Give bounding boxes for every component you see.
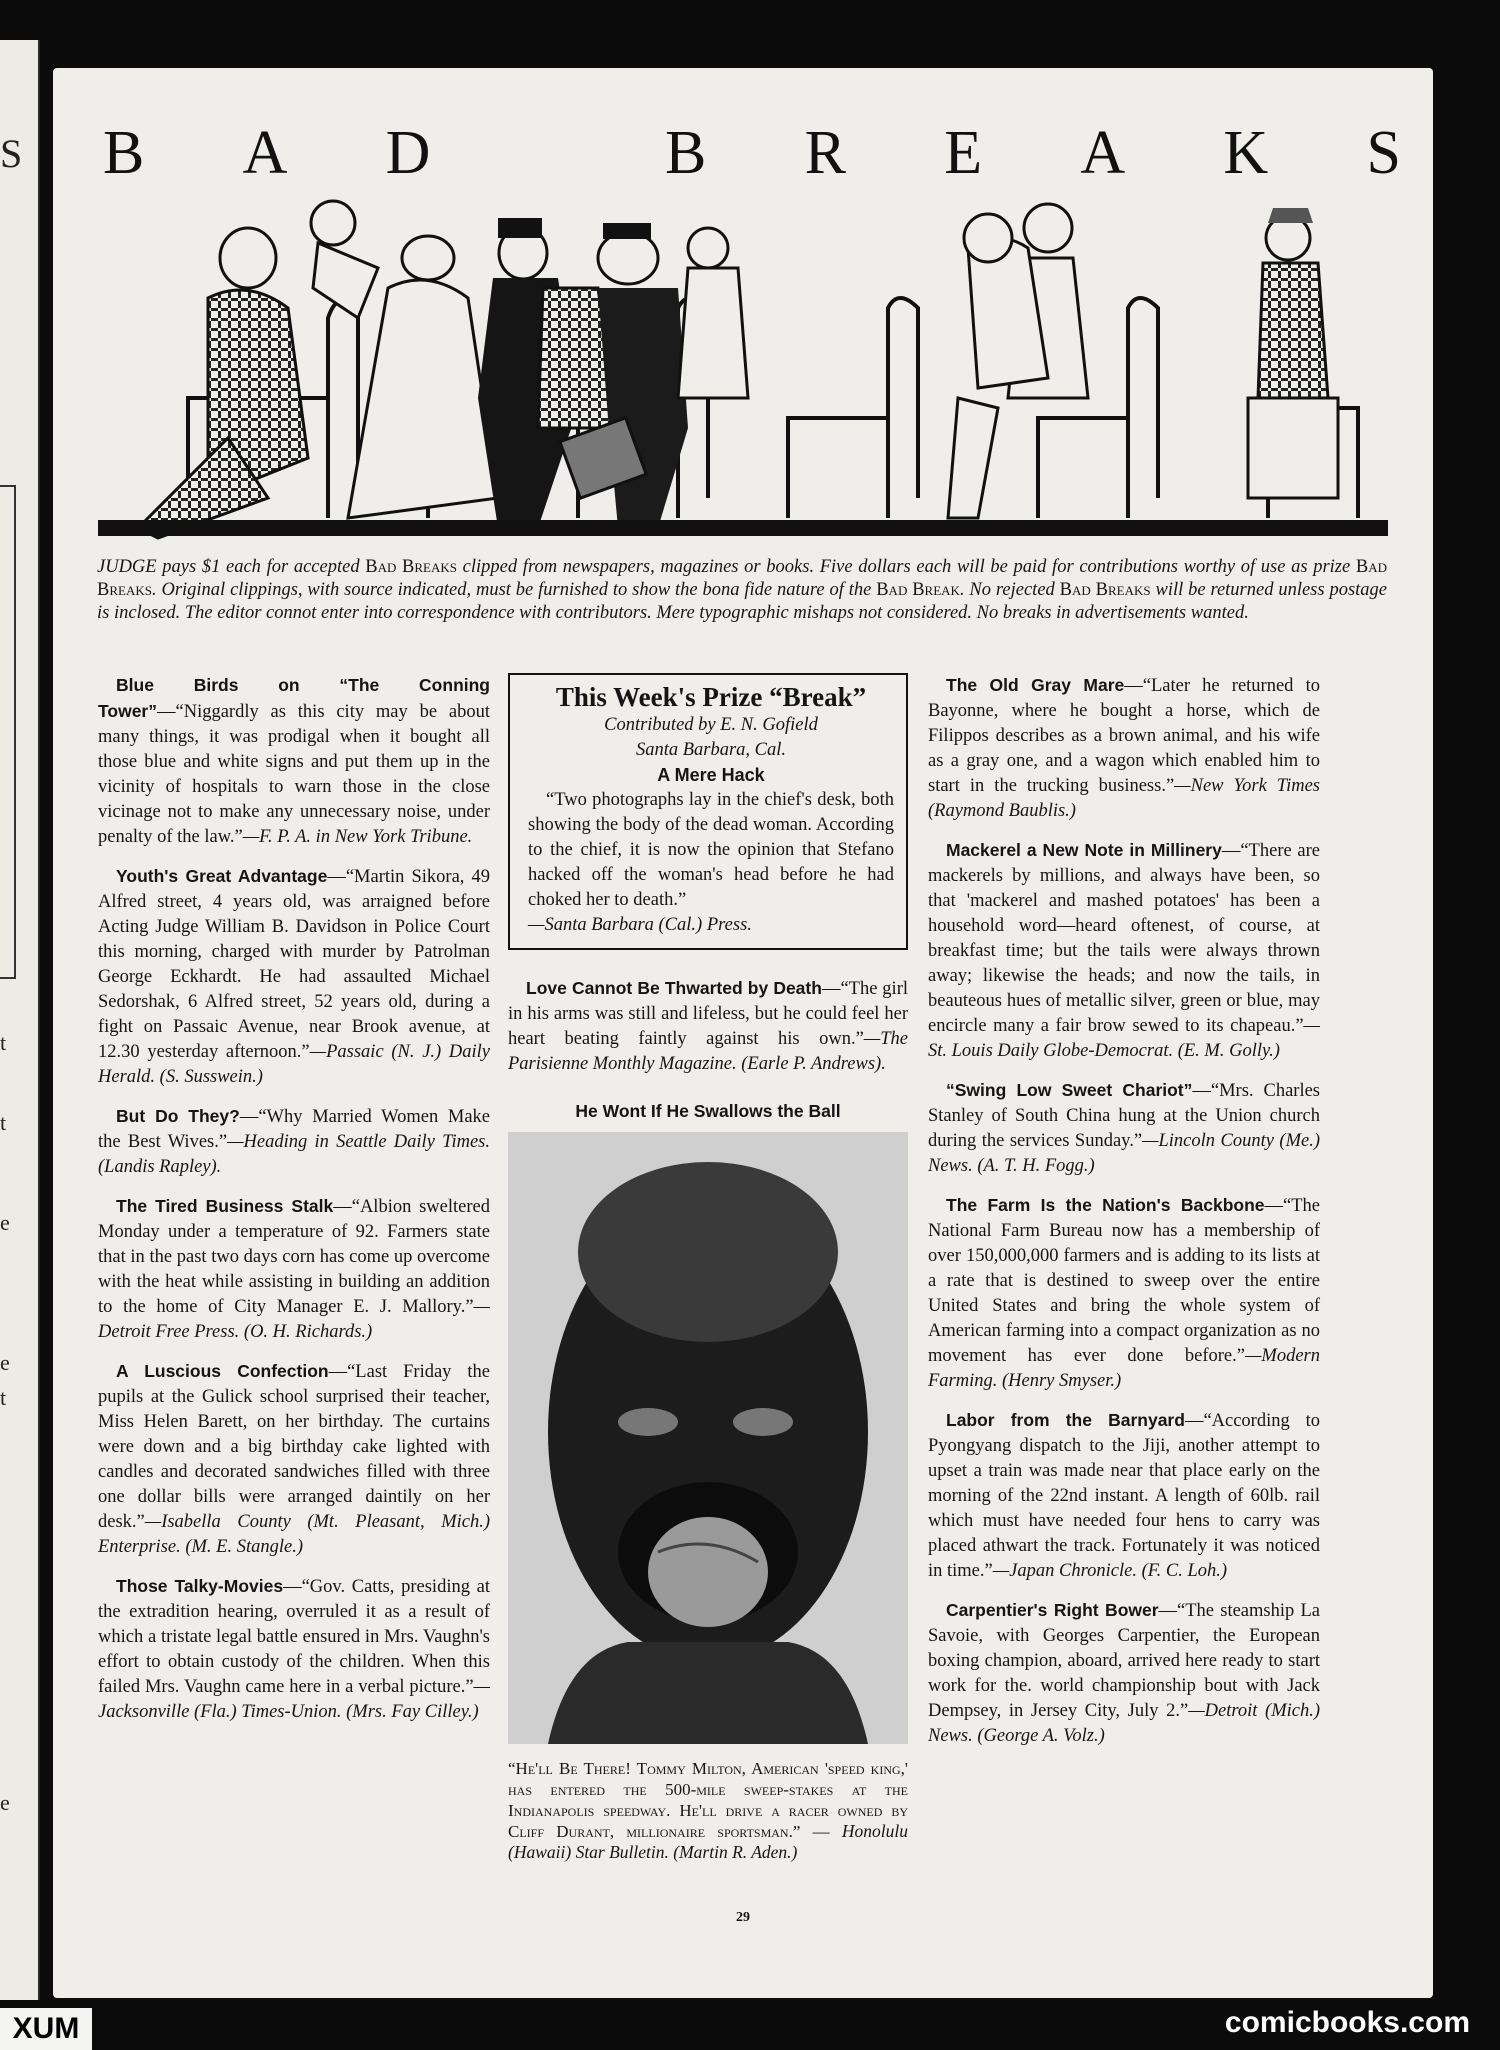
item-heading: The Old Gray Mare	[946, 675, 1125, 695]
page-number: 29	[736, 1910, 750, 1925]
prize-source: —Santa Barbara (Cal.) Press.	[528, 915, 752, 935]
edge-fragment: e	[0, 1210, 10, 1235]
column-middle	[508, 673, 908, 1863]
edge-fragment: t	[0, 1030, 7, 1055]
break-item	[98, 1359, 490, 1560]
title-letter: B	[103, 119, 147, 187]
rules-text: Bad Break	[876, 580, 960, 600]
item-source: —The Parisienne Monthly Magazine. (Earle P. Andrews).	[508, 1029, 908, 1074]
item-heading: Blue Birds on “The Conning Tower”	[98, 675, 490, 721]
title-letter: B	[664, 119, 709, 187]
previous-page-edge	[0, 40, 40, 2000]
title-letter: A	[1080, 119, 1128, 187]
item-heading: “Swing Low Sweet Chariot”	[946, 1080, 1193, 1100]
column-left	[98, 673, 490, 1739]
item-heading: Mackerel a New Note in Millinery	[946, 840, 1222, 860]
break-item	[98, 1104, 490, 1180]
caption-text: “He'll Be There! Tommy Milton, American 'speed king,' has entered the 500-mile sweep-stakes at the Indianapolis speedway. He'll drive a racer owned by Cliff Durant, millionaire sportsman.” —	[508, 1759, 908, 1841]
train-car-illustration	[98, 198, 1388, 548]
item-heading: Labor from the Barnyard	[946, 1410, 1185, 1430]
break-item	[928, 1193, 1320, 1394]
photo-caption	[508, 1758, 908, 1863]
title-letter	[529, 118, 569, 189]
prize-title: A Mere Hack	[657, 765, 765, 785]
item-body: —“Albion sweltered Monday under a temperature of 92. Farmers state that in the past two days corn has come up overcome with the heat while assisting in building an addition to the home of City Manager E. J. Mallory.”	[98, 1197, 490, 1317]
rules-text: . No rejected	[959, 580, 1060, 600]
title-letter: K	[1223, 119, 1271, 187]
title-letter: R	[804, 119, 848, 187]
item-body: —“Later he returned to Bayonne, where he bought a horse, which de Filippos describes as a brown animal, and his wife as a gray one, and a wagon which enabled him to start in the trucking business.”	[928, 676, 1320, 796]
item-source: —St. Louis Daily Globe-Democrat. (E. M. Golly.)	[928, 1016, 1320, 1061]
item-heading: Youth's Great Advantage	[116, 866, 328, 886]
break-item	[928, 1078, 1320, 1179]
prize-body: “Two photographs lay in the chief's desk, both showing the body of the dead woman. According to the chief, it is now the opinion that Stefano hacked off the woman's head before he had choked her to death.”	[528, 790, 894, 910]
item-source: —Detroit (Mich.) News. (George A. Volz.)	[928, 1701, 1320, 1746]
item-body: —“Martin Sikora, 49 Alfred street, 4 years old, was arraigned before Acting Judge William B. Davidson in Police Court this morning, charged with murder by Patrolman George Eckhardt. He had assaulted Michael Sedorshak, 6 Alfred street, 52 years old, during a fight on Passaic Avenue, near Brook avenue, at 12.30 yesterday afternoon.”	[98, 867, 490, 1062]
rules-text: clipped from newspapers, magazines or books. Five dollars each will be paid for contributions worthy of use as prize	[457, 557, 1356, 577]
rules-text: will be returned unless postage is inclosed. The editor connot enter into correspondence with contributors. Mere typographic mishaps not considered. No breaks in advertisements wanted.	[97, 580, 1388, 623]
previous-page-box	[0, 485, 16, 979]
break-item	[98, 1574, 490, 1725]
item-heading: Love Cannot Be Thwarted by Death	[526, 978, 822, 998]
break-item	[98, 1194, 490, 1345]
rules-text: Bad Breaks	[97, 557, 1388, 600]
title-letter: D	[385, 119, 433, 187]
item-body: —“Last Friday the pupils at the Gulick school surprised their teacher, Miss Helen Barett, on her birthday. The curtains were down and a big birthday cake lighted with candles and decorated sandwiches filled with three one dollar bills were arranged daintily on her desk.”	[98, 1362, 490, 1532]
break-item	[928, 1598, 1320, 1749]
break-item	[98, 673, 490, 850]
magazine-page	[53, 68, 1433, 1998]
item-body: —“Mrs. Charles Stanley of South China hung at the Union church during the services Sunday.”	[928, 1081, 1320, 1151]
item-body: —“The girl in his arms was still and lifeless, but he could feel her heart beating faintly against his own.”	[508, 979, 908, 1049]
edge-fragment: t	[0, 1385, 7, 1410]
column-right	[928, 673, 1320, 1763]
edge-tag: XUM	[0, 2008, 92, 2050]
item-source: —Modern Farming. (Henry Smyser.)	[928, 1346, 1320, 1391]
prize-break-box	[508, 673, 908, 950]
prize-location: Santa Barbara, Cal.	[635, 740, 787, 760]
rules-text: . Original clippings, with source indicated, must be furnished to show the bona fide nature of the	[151, 580, 877, 600]
title-letter: A	[242, 119, 290, 187]
item-source: —Detroit Free Press. (O. H. Richards.)	[98, 1297, 490, 1342]
title-letter: S	[1366, 119, 1403, 187]
item-source: —Jacksonville (Fla.) Times-Union. (Mrs. Fay Cilley.)	[98, 1677, 490, 1722]
item-body: —“Niggardly as this city may be about many things, it was prodigal when it bought all those blue and white signs and put them up in the vicinity of hospitals to warn those in the close vicinage not to make any unnecessary noise, under penalty of the law.”	[98, 702, 490, 847]
banner-floor-rule	[98, 520, 1388, 536]
item-heading: The Farm Is the Nation's Backbone	[946, 1195, 1265, 1215]
site-watermark: comicbooks.com	[1224, 2006, 1470, 2039]
title-letter: E	[944, 119, 985, 187]
prize-heading: This Week's Prize “Break”	[555, 682, 867, 712]
edge-fragment: S	[0, 131, 23, 176]
break-item	[928, 1408, 1320, 1584]
prize-contributor: Contributed by E. N. Gofield	[604, 715, 818, 735]
item-source: —New York Times (Raymond Baublis.)	[928, 776, 1320, 821]
item-source: —F. P. A. in New York Tribune.	[242, 827, 473, 847]
edge-fragment: e	[0, 1350, 10, 1375]
edge-fragment: t	[0, 1110, 7, 1135]
item-body: —“Why Married Women Make the Best Wives.”	[98, 1107, 490, 1152]
item-heading: But Do They?	[116, 1106, 240, 1126]
item-source: —Japan Chronicle. (F. C. Loh.)	[992, 1561, 1228, 1581]
item-heading: Carpentier's Right Bower	[946, 1600, 1159, 1620]
item-body: —“The steamship La Savoie, with Georges Carpentier, the European boxing champion, aboard, arrived here ready to start work for the. world championship bout with Jack Dempsey, in Jersey City, July 2.”	[928, 1601, 1320, 1721]
item-body: —“The National Farm Bureau now has a membership of over 150,000,000 farmers and is adding to its lists at a rate that is destined to sweep over the entire United States and bring the whole system of American farming into a compact organization as no movement has ever done before.”	[928, 1196, 1320, 1366]
caption-source: Honolulu (Hawaii) Star Bulletin. (Martin R. Aden.)	[508, 1821, 908, 1862]
item-body: —“According to Pyongyang dispatch to the Jiji, another attempt to upset a train was made near that place early on the morning of the 22nd instant. A length of 60lb. rail which must have needed four hens to carry was placed athwart the track. Fortunately it was noticed in time.”	[928, 1411, 1320, 1581]
item-source: —Lincoln County (Me.) News. (A. T. H. Fogg.)	[928, 1131, 1320, 1176]
break-item	[928, 838, 1320, 1064]
item-heading: Those Talky-Movies	[116, 1576, 284, 1596]
break-item	[98, 864, 490, 1090]
photo-heading: He Wont If He Swallows the Ball	[575, 1101, 841, 1121]
item-body: —“Gov. Catts, presiding at the extradition hearing, overruled it as a result of which a tristate legal battle ensured in Mrs. Vaughn's effort to obtain custody of the children. When this failed Mrs. Vaughn came here in a verbal picture.”	[98, 1577, 490, 1697]
break-item	[508, 976, 908, 1077]
item-body: —“There are mackerels by millions, and always have been, so that 'mackerel and mashed potatoes' has been a household word—heard oftenest, of course, at breakfast time; but the tails were always thrown away; likewise the heads; and now the tails, in beauteous hues of metallic silver, green or blue, may encircle many a fair brow sewed to its chapeau.”	[928, 841, 1320, 1036]
break-item	[928, 673, 1320, 824]
page-title	[103, 118, 1403, 189]
rules-text: JUDGE pays $1 each for accepted	[97, 557, 366, 577]
edge-fragment: e	[0, 1790, 10, 1815]
item-heading: The Tired Business Stalk	[116, 1196, 334, 1216]
item-source: —Isabella County (Mt. Pleasant, Mich.) Enterprise. (M. E. Stangle.)	[98, 1512, 490, 1557]
item-source: —Passaic (N. J.) Daily Herald. (S. Susswein.)	[98, 1042, 490, 1087]
item-source: —Heading in Seattle Daily Times. (Landis Rapley).	[98, 1132, 490, 1177]
submission-rules	[97, 556, 1387, 625]
rules-text: Bad Breaks	[365, 557, 458, 577]
grinning-man-photo	[508, 1132, 908, 1744]
item-heading: A Luscious Confection	[116, 1361, 329, 1381]
rules-text: Bad Breaks	[1059, 580, 1151, 600]
